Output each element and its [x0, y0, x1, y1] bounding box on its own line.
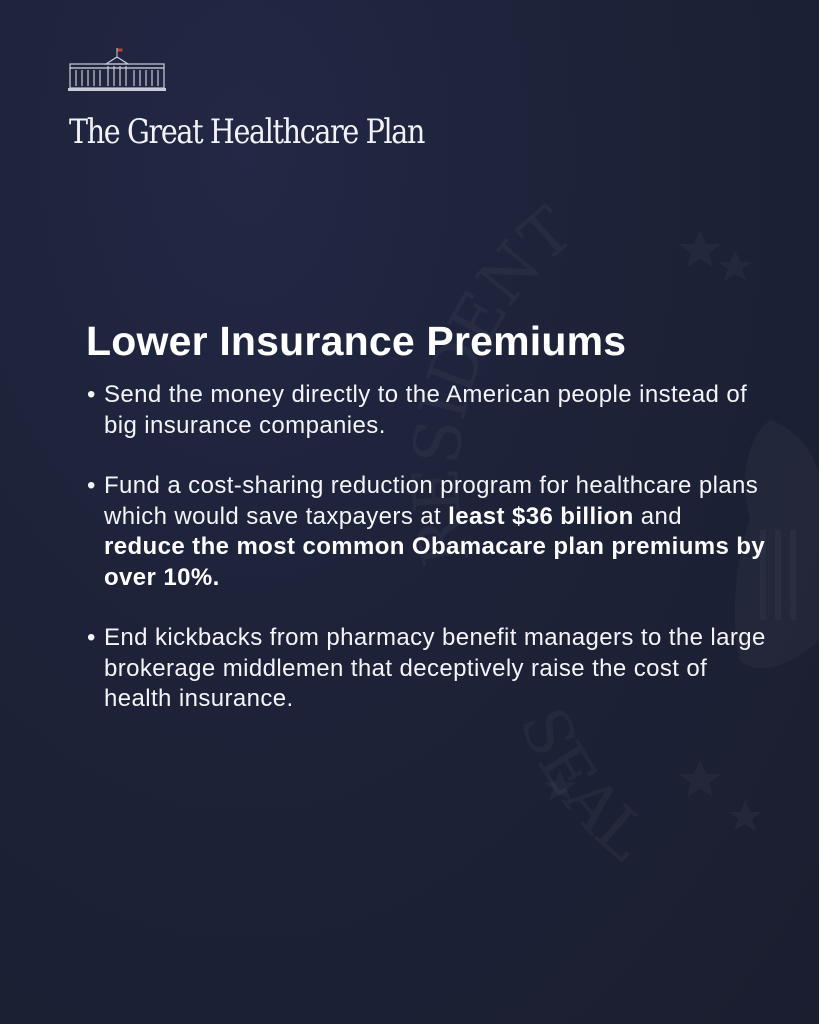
bullet-item	[86, 380, 766, 441]
bullet-text: and	[633, 502, 683, 530]
bullet-text: End kickbacks from pharmacy benefit managers to the large brokerage middlemen that deceptively raise the cost of health insurance.	[104, 624, 766, 712]
bullet-emphasis: least $36 billion	[448, 502, 634, 530]
bullet-dot: •	[87, 624, 96, 651]
bullet-dot: •	[87, 472, 96, 499]
white-house-icon	[68, 46, 166, 92]
bullet-dot: •	[87, 381, 96, 408]
bullet-list	[86, 380, 766, 745]
section-heading: Lower Insurance Premiums	[86, 318, 627, 364]
bullet-item	[86, 471, 766, 593]
bullet-text: Fund a cost-sharing reduction program for healthcare plans which would save taxpayers at	[104, 472, 759, 530]
brand-title: The Great Healthcare Plan	[69, 112, 425, 152]
bullet-emphasis: reduce the most common Obamacare plan premiums by over 10%.	[104, 533, 766, 591]
bullet-text: Send the money directly to the American people instead of big insurance companies.	[104, 381, 748, 439]
bullet-item	[86, 623, 766, 715]
